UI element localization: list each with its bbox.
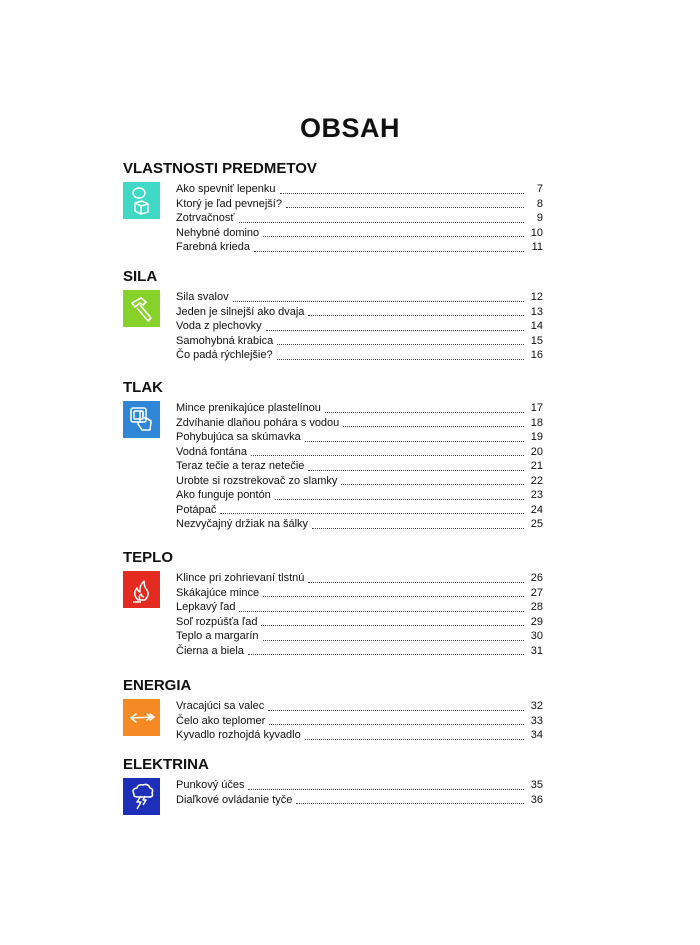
dot-leader	[251, 455, 524, 456]
section-heading: TLAK	[123, 379, 163, 396]
section-heading: SILA	[123, 268, 158, 285]
page-number: 19	[530, 431, 543, 443]
page-number: 27	[530, 586, 543, 599]
dot-leader	[343, 426, 524, 427]
entry-title: Pohybujúca sa skúmavka	[176, 431, 301, 443]
page-number: 25	[530, 518, 543, 530]
toc-entry[interactable]	[176, 401, 543, 416]
section-heading: VLASTNOSTI PREDMETOV	[123, 160, 317, 177]
toc-entry[interactable]	[176, 197, 543, 212]
page-number: 18	[530, 416, 543, 429]
toc-entry[interactable]	[176, 240, 543, 255]
toc-entry[interactable]	[176, 503, 543, 518]
toc-section	[123, 378, 543, 532]
page-number: 31	[530, 644, 543, 657]
page-number: 28	[530, 601, 543, 613]
page-number: 35	[530, 779, 543, 791]
dot-leader	[266, 330, 524, 331]
dot-leader	[263, 596, 524, 597]
toc-entry[interactable]	[176, 290, 543, 305]
dot-leader	[308, 315, 524, 316]
toc-entry[interactable]	[176, 644, 543, 659]
entry-title: Čo padá rýchlejšie?	[176, 349, 273, 361]
toc-entry[interactable]	[176, 445, 543, 460]
entry-title: Čierna a biela	[176, 644, 244, 657]
dot-leader	[305, 739, 524, 740]
dot-leader	[254, 251, 524, 252]
page-number: 26	[530, 572, 543, 584]
toc-section	[123, 548, 543, 658]
dot-leader	[268, 710, 524, 711]
toc-entry[interactable]	[176, 305, 543, 320]
dot-leader	[248, 789, 524, 790]
toc-entry[interactable]	[176, 226, 543, 241]
entry-title: Ako funguje pontón	[176, 489, 271, 501]
toc-entry[interactable]	[176, 778, 543, 793]
toc-entry[interactable]	[176, 459, 543, 474]
hammer-icon	[123, 290, 160, 327]
entry-title: Samohybná krabica	[176, 334, 274, 347]
toc-section	[123, 267, 543, 363]
toc-entry[interactable]	[176, 334, 543, 349]
toc-entry[interactable]	[176, 615, 543, 630]
entry-title: Jeden je silnejší ako dvaja	[176, 305, 305, 318]
dot-leader	[239, 222, 524, 223]
dot-leader	[312, 528, 524, 529]
page-number: 29	[530, 615, 543, 628]
page-number: 20	[530, 445, 543, 458]
page-number: 12	[530, 291, 543, 303]
entry-title: Skákajúce mince	[176, 586, 260, 599]
page-number: 16	[530, 349, 543, 361]
toc-entry[interactable]	[176, 474, 543, 489]
toc-entry[interactable]	[176, 793, 543, 808]
toc-entry[interactable]	[176, 348, 543, 363]
toc-section	[123, 755, 543, 807]
dot-leader	[280, 193, 524, 194]
entry-title: Diaľkové ovládanie tyče	[176, 793, 293, 806]
dot-leader	[277, 344, 524, 345]
entry-title: Soľ rozpúšťa ľad	[176, 615, 258, 628]
entry-title: Urobte si rozstrekovač zo slamky	[176, 474, 338, 487]
toc-entry[interactable]	[176, 728, 543, 743]
dot-leader	[220, 513, 524, 514]
toc-entry[interactable]	[176, 571, 543, 586]
toc-entry[interactable]	[176, 714, 543, 729]
page-number: 8	[536, 197, 543, 210]
entry-title: Klince pri zohrievaní tlstnú	[176, 572, 305, 584]
section-heading: ELEKTRINA	[123, 756, 209, 773]
dot-leader	[277, 359, 524, 360]
dot-leader	[308, 582, 524, 583]
entry-title: Nehybné domino	[176, 226, 260, 239]
toc-entry[interactable]	[176, 517, 543, 532]
page-number: 24	[530, 503, 543, 516]
section-heading: TEPLO	[123, 549, 174, 566]
dot-leader	[275, 499, 524, 500]
entry-title: Lepkavý ľad	[176, 601, 236, 613]
toc-entry[interactable]	[176, 319, 543, 334]
entry-title: Kyvadlo rozhojdá kyvadlo	[176, 729, 301, 741]
arrow-icon	[123, 699, 160, 736]
lightning-cloud-icon	[123, 778, 160, 815]
entry-title: Teplo a margarín	[176, 630, 259, 642]
dot-leader	[248, 654, 524, 655]
page-number: 33	[530, 714, 543, 727]
dot-leader	[341, 484, 524, 485]
page-number: 32	[530, 700, 543, 712]
flame-icon	[123, 571, 160, 608]
dot-leader	[261, 625, 524, 626]
toc-entry[interactable]	[176, 182, 543, 197]
toc-entry[interactable]	[176, 430, 543, 445]
entry-title: Sila svalov	[176, 291, 229, 303]
shapes-icon	[123, 182, 160, 219]
page-number: 15	[530, 334, 543, 347]
entry-title: Voda z plechovky	[176, 320, 262, 332]
toc-entry[interactable]	[176, 488, 543, 503]
entry-title: Vodná fontána	[176, 445, 247, 458]
pressing-hand-icon	[123, 401, 160, 438]
entry-title: Čelo ako teplomer	[176, 714, 266, 727]
entry-title: Potápač	[176, 503, 217, 516]
page-number: 11	[531, 241, 543, 253]
entry-title: Farebná krieda	[176, 241, 250, 253]
page-number: 23	[530, 489, 543, 501]
toc-section	[123, 159, 543, 255]
entry-title: Teraz tečie a teraz netečie	[176, 460, 305, 472]
entry-title: Zotrvačnosť	[176, 212, 235, 224]
entry-title: Ako spevniť lepenku	[176, 183, 276, 195]
dot-leader	[263, 640, 524, 641]
page-number: 9	[536, 212, 543, 224]
toc-entry[interactable]	[176, 600, 543, 615]
dot-leader	[296, 803, 524, 804]
toc-entry[interactable]	[176, 629, 543, 644]
entry-title: Vracajúci sa valec	[176, 700, 265, 712]
page-number: 7	[536, 183, 543, 195]
entry-title: Nezvyčajný držiak na šálky	[176, 518, 309, 530]
dot-leader	[233, 301, 524, 302]
toc-section	[123, 676, 543, 743]
page-number: 34	[530, 729, 543, 741]
dot-leader	[286, 207, 524, 208]
toc-entry[interactable]	[176, 416, 543, 431]
page-number: 21	[530, 460, 543, 472]
page-title: OBSAH	[299, 113, 400, 143]
toc-entry[interactable]	[176, 699, 543, 714]
dot-leader	[263, 236, 524, 237]
section-heading: ENERGIA	[123, 677, 192, 694]
toc-entry[interactable]	[176, 586, 543, 601]
page-number: 13	[530, 305, 543, 318]
dot-leader	[269, 724, 524, 725]
toc-entry[interactable]	[176, 211, 543, 226]
page-number: 10	[530, 226, 543, 239]
dot-leader	[325, 412, 524, 413]
page-number: 17	[530, 402, 543, 414]
entry-title: Ktorý je ľad pevnejší?	[176, 197, 282, 210]
entry-title: Zdvíhanie dlaňou pohára s vodou	[176, 416, 340, 429]
page-number: 30	[530, 630, 543, 642]
entry-title: Mince prenikajúce plastelínou	[176, 402, 321, 414]
page-number: 14	[530, 320, 543, 332]
page-number: 22	[530, 474, 543, 487]
page-number: 36	[530, 793, 543, 806]
dot-leader	[239, 611, 524, 612]
entry-title: Punkový účes	[176, 779, 245, 791]
dot-leader	[305, 441, 524, 442]
dot-leader	[308, 470, 524, 471]
